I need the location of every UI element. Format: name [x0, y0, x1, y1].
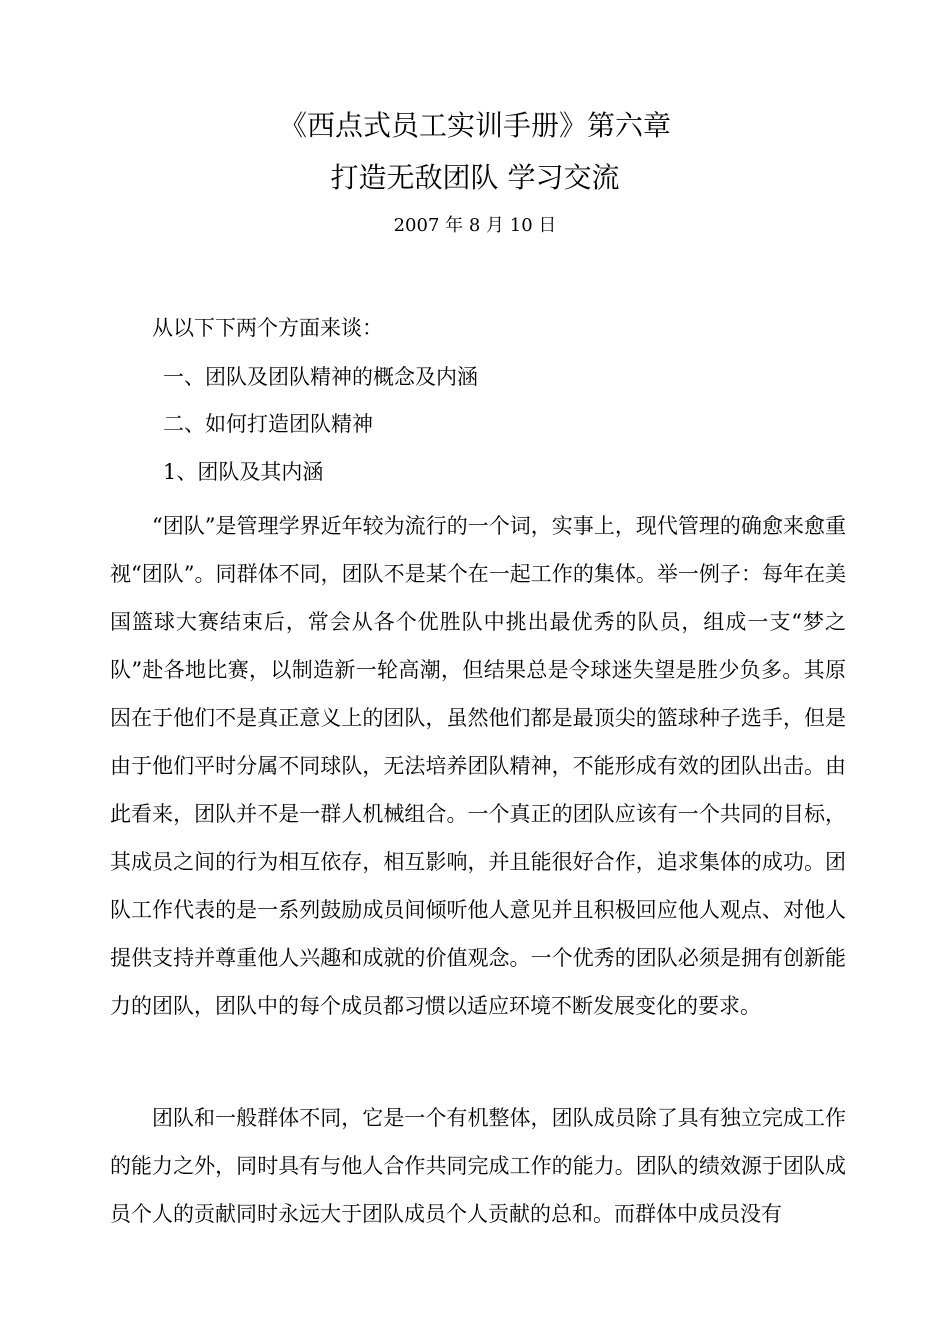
body-paragraph: 团队和一般群体不同，它是一个有机整体，团队成员除了具有独立完成工作的能力之外，同时具有与他人合作共同完成工作的能力。团队的绩效源于团队成员个人的贡献同时永远大于团队成员个人贡献的总和。而群体中成员没有	[110, 1106, 846, 1226]
outline-intro: 从以下下两个方面来谈：	[152, 316, 383, 340]
section-heading: 1、团队及其内涵	[163, 460, 324, 484]
document-subtitle: 打造无敌团队 学习交流	[330, 161, 620, 194]
outline-item: 二、如何打造团队精神	[163, 412, 373, 436]
body-paragraph: “团队”是管理学界近年较为流行的一个词，实事上，现代管理的确愈来愈重视“团队”。同群体不同，团队不是某个在一起工作的集体。举一例子：每年在美国篮球大赛结束后，常会从各个优胜队中挑出最优秀的队员，组成一支“梦之队”赴各地比赛，以制造新一轮高潮，但结果总是令球迷失望是胜少负多。其原因在于他们不是真正意义上的团队，虽然他们都是最顶尖的篮球种子选手，但是由于他们平时分属不同球队，无法培养团队精神，不能形成有效的团队出击。由此看来，团队并不是一群人机械组合。一个真正的团队应该有一个共同的目标，其成员之间的行为相互依存，相互影响，并且能很好合作，追求集体的成功。团队工作代表的是一系列鼓励成员间倾听他人意见并且积极回应他人观点、对他人提供支持并尊重他人兴趣和成就的价值观念。一个优秀的团队必须是拥有创新能力的团队，团队中的每个成员都习惯以适应环境不断发展变化的要求。	[110, 514, 846, 1018]
outline-item: 一、团队及团队精神的概念及内涵	[163, 365, 478, 389]
document-date: 2007 年 8 月 10 日	[393, 215, 557, 236]
document-title: 《西点式员工实训手册》第六章	[278, 109, 671, 142]
